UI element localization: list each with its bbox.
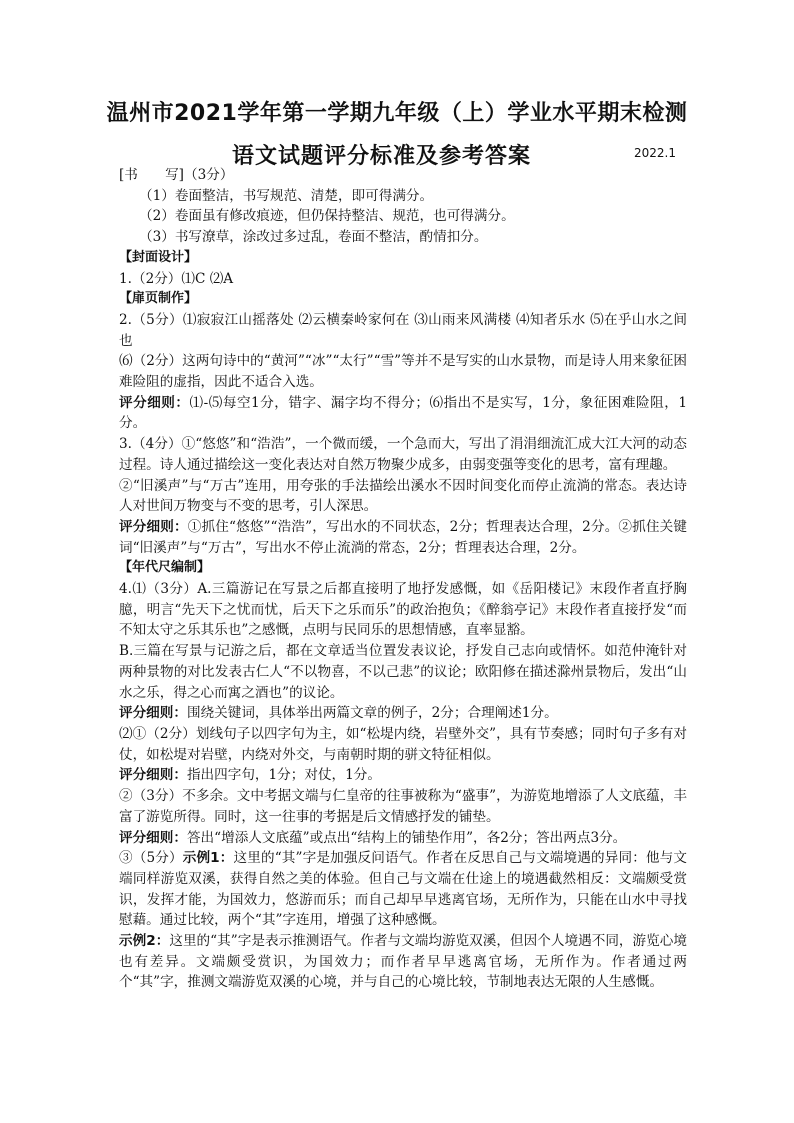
section-heading-niandai: 【年代尺编制】 — [119, 560, 211, 576]
answer-body — [119, 165, 687, 993]
answer-q4-1a: 4.⑴（3分）A.三篇游记在写景之后都直接明了地抒发感慨，如《岳阳楼记》末段作者直抒胸臆，明言“先天下之忧而忧，后天下之乐而乐”的政治抱负；《醉翁亭记》末段作者直接抒发“而不知太守之乐其乐也”之感慨，点明与民同乐的思想情感，直率显豁。 — [119, 581, 687, 639]
scoring-rule-text: ⑴-⑸每空1分，错字、漏字均不得分；⑹指出不是实写，1分，象征困难险阻，1分。 — [119, 394, 688, 432]
scoring-rule-q3 — [119, 517, 687, 558]
scoring-rule-label: 评分细则： — [119, 394, 190, 411]
scoring-rule-text: 指出四字句，1分；对仗，1分。 — [186, 767, 381, 784]
scoring-rule-text: ①抓住“悠悠”“浩浩”，写出水的不同状态，2分；哲理表达合理，2分。②抓住关键词“旧溪声”与“万古”，写出水不停止流淌的常态，2分；哲理表达合理，2分。 — [119, 518, 688, 556]
example-label: 示例2： — [119, 933, 170, 950]
answer-q4-3: ②（3分）不多余。文中考据文端与仁皇帝的往事被称为“盛事”，为游览地增添了人文底蕴，丰富了游览所得。同时，这一往事的考据是后文情感抒发的铺垫。 — [119, 788, 687, 825]
shuxie-item-2: （2）卷面虽有修改痕迹，但仍保持整洁、规范，也可得满分。 — [139, 208, 515, 225]
scoring-rule-text: 围绕关键词，具体举出两篇文章的例子，2分；合理阐述1分。 — [186, 705, 558, 722]
answer-q1: 1.（2分）⑴C ⑵A — [119, 270, 234, 287]
exam-date: 2022.1 — [634, 146, 676, 160]
page-subtitle: 语文试题评分标准及参考答案 — [232, 144, 532, 169]
shuxie-item-1: （1）卷面整洁，书写规范、清楚，即可得满分。 — [139, 187, 434, 204]
shuxie-item-3: （3）书写潦草，涂改过多过乱，卷面不整洁，酌情扣分。 — [139, 229, 488, 246]
scoring-rule-q2 — [119, 393, 687, 434]
scoring-rule-label: 评分细则： — [119, 705, 187, 722]
scoring-rule-label: 评分细则： — [119, 518, 188, 535]
example-text: 这里的“其”字是表示推测语气。作者与文端均游览双溪，但因个人境遇不同，游览心境也有差异。文端颇受赏识，为国效力；而作者早早逃离官场，无所作为。作者通过两个“其”字，推测文端游览双溪的心境，并与自己的心境比较，节制地表达无限的人生感慨。 — [119, 933, 687, 991]
section-heading-fengmian: 【封面设计】 — [119, 249, 198, 265]
answer-q4-4 — [119, 848, 687, 931]
scoring-rule-text: 答出“增添人文底蕴”或点出“结构上的铺垫作用”，各2分；答出两点3分。 — [186, 829, 627, 846]
answer-q4-1b: B.三篇在写景与记游之后，都在文章适当位置发表议论，抒发自己志向或情怀。如范仲淹针对两种景物的对比发表古仁人“不以物喜，不以己悲”的议论；欧阳修在描述滁州景物后，发出“山水之乐，得之心而寓之酒也”的议论。 — [119, 643, 687, 701]
scoring-rule-label: 评分细则： — [119, 829, 187, 846]
answer-prefix: ③（5分） — [119, 850, 183, 867]
answer-q4-5 — [119, 931, 687, 993]
answer-q2-6: ⑹（2分）这两句诗中的“黄河”“冰”“太行”“雪”等并不是写实的山水景物，而是诗人用来象征困难险阻的虚指，因此不适合入选。 — [119, 353, 687, 391]
answer-q4-2: ⑵①（2分）划线句子以四字句为主，如“松堤内绕，岩壁外交”，具有节奏感；同时句子多有对仗，如松堤对岩壁，内绕对外交，与南朝时期的骈文特征相似。 — [119, 725, 687, 763]
section-heading-feiye: 【扉页制作】 — [119, 291, 198, 307]
answer-q3-2: ②“旧溪声”与“万古”连用，用夸张的手法描绘出溪水不因时间变化而停止流淌的常态。表达诗人对世间万物变与不变的思考，引人深思。 — [119, 477, 687, 515]
section-heading-shuxie: [书 写]（3分） — [119, 167, 234, 183]
example-label: 示例1： — [182, 850, 234, 867]
scoring-rule-q4-1 — [119, 703, 687, 724]
scoring-rule-q4-2 — [119, 765, 687, 786]
page-title: 温州市2021学年第一学期九年级（上）学业水平期末检测 — [106, 101, 688, 126]
example-text: 这里的“其”字是加强反问语气。作者在反思自己与文端境遇的异同：他与文端同样游览双溪，获得自然之美的体验。但自己与文端在仕途上的境遇截然相反：文端颇受赏识，发挥才能，为国效力，悠游而乐；而自己却早早逃离官场，无所作为，只能在山水中寻找慰藉。通过比较，两个“其”字连用，增强了这种感慨。 — [119, 850, 687, 929]
scoring-rule-q4-3 — [119, 828, 687, 849]
scoring-rule-label: 评分细则： — [119, 767, 187, 784]
answer-q2: 2.（5分）⑴寂寂江山摇落处 ⑵云横秦岭家何在 ⑶山雨来风满楼 ⑷知者乐水 ⑸在乎山水之间也 — [119, 311, 687, 349]
answer-q3: 3.（4分）①“悠悠”和“浩浩”，一个微而缓，一个急而大，写出了涓涓细流汇成大江大河的动态过程。诗人通过描绘这一变化表达对自然万物聚少成多，由弱变强等变化的思考，富有理趣。 — [119, 436, 687, 473]
